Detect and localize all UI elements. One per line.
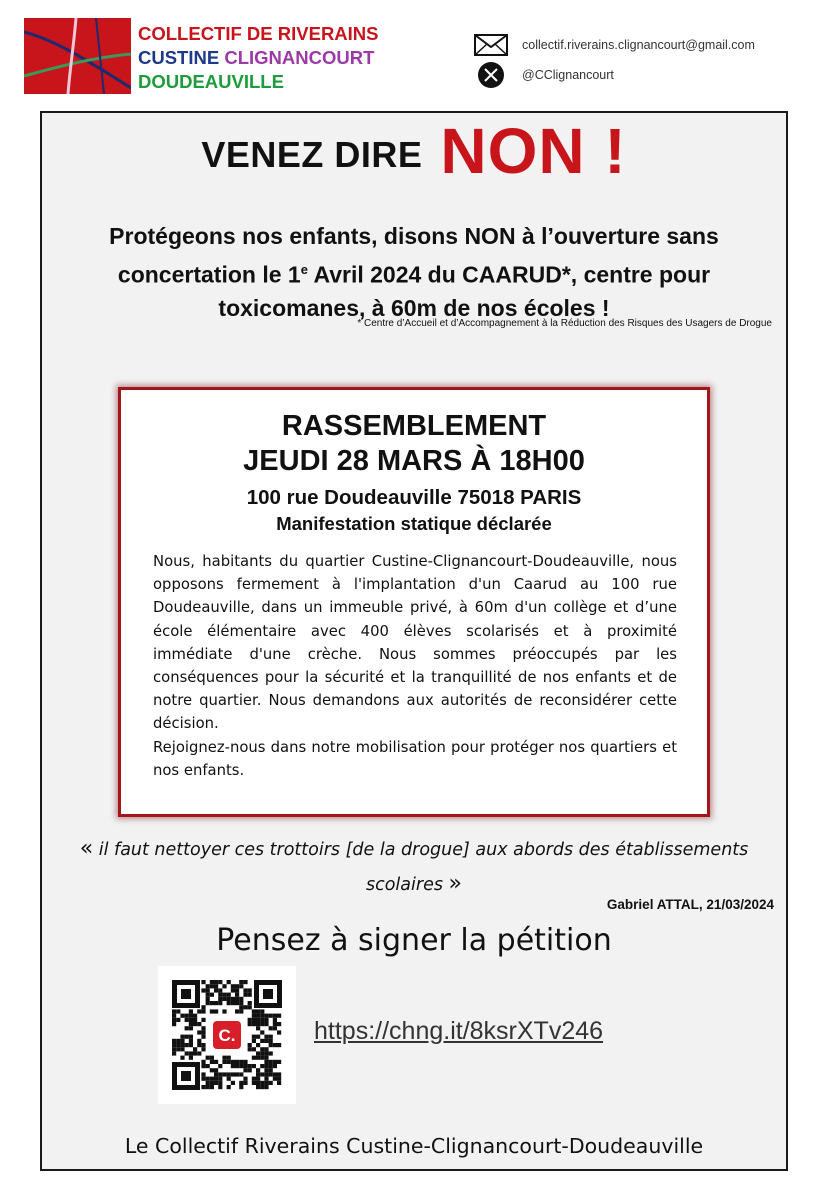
qr-module (218, 1001, 222, 1005)
qr-module (210, 1009, 214, 1013)
qr-module (193, 1018, 197, 1022)
qr-module (264, 1056, 268, 1060)
qr-module (185, 1014, 189, 1018)
qr-module (239, 1081, 243, 1085)
qr-module (277, 1081, 281, 1085)
qr-module (239, 980, 243, 984)
qr-module (176, 1039, 180, 1043)
qr-module (260, 1056, 264, 1060)
qr-module (210, 1060, 214, 1064)
qr-module (214, 1077, 218, 1081)
qr-module (185, 1043, 189, 1047)
qr-module (172, 1022, 176, 1026)
qr-module (222, 997, 226, 1001)
qr-module (197, 1009, 201, 1013)
qr-module (172, 1039, 176, 1043)
qr-module (235, 1064, 239, 1068)
qr-module (243, 1081, 247, 1085)
event-date: JEUDI 28 MARS À 18H00 (243, 445, 585, 477)
qr-module (239, 1072, 243, 1076)
qr-module (180, 1047, 184, 1051)
qr-module (248, 1018, 252, 1022)
quote-close-mark: » (448, 871, 463, 896)
qr-module (248, 1064, 252, 1068)
qr-module (222, 993, 226, 997)
qr-module (273, 1077, 277, 1081)
qr-module (239, 1001, 243, 1005)
qr-module (227, 1060, 231, 1064)
qr-module (193, 1047, 197, 1051)
qr-module (264, 1014, 268, 1018)
qr-module (252, 1018, 256, 1022)
qr-module (206, 1077, 210, 1081)
event-box (118, 387, 710, 817)
qr-module (206, 984, 210, 988)
qr-module (252, 1081, 256, 1085)
qr-module (201, 1072, 205, 1076)
qr-module (201, 1035, 205, 1039)
qr-module (260, 1064, 264, 1068)
petition-qr-code[interactable] (158, 966, 296, 1104)
qr-module (231, 1081, 235, 1085)
qr-module (227, 1072, 231, 1076)
qr-module (201, 1060, 205, 1064)
qr-module (260, 1047, 264, 1051)
qr-module (243, 1060, 247, 1064)
qr-module (252, 1047, 256, 1051)
event-paragraph: Nous, habitants du quartier Custine-Clignancourt-Doudeauville, nous opposons fermement à l'implantation d'un Caarud au 100 rue Doudeauville, dans un immeuble privé, à 60m d'un collège et d’une école élémentaire avec 400 élèves scolarisés et à proximité immédiate d'une crèche. Nous sommes préoccupés par les conséquences pour la sécurité et la tranquillité de nos enfants et de notre quartier. Nous demandons aux autorités de reconsidérer cette décision. (153, 553, 677, 733)
qr-module (218, 1081, 222, 1085)
qr-module (264, 1060, 268, 1064)
qr-module (172, 1014, 176, 1018)
qr-module (189, 1051, 193, 1055)
qr-module (264, 1018, 268, 1022)
collective-logo (24, 18, 131, 94)
contact-info (474, 30, 755, 90)
event-title: RASSEMBLEMENT (281, 410, 547, 442)
qr-module (201, 1009, 205, 1013)
qr-module (269, 1039, 273, 1043)
qr-module (243, 988, 247, 992)
email-row (474, 30, 755, 60)
qr-module (264, 1064, 268, 1068)
qr-module (172, 1051, 176, 1055)
qr-module (227, 997, 231, 1001)
qr-module (264, 1077, 268, 1081)
qr-module (214, 1072, 218, 1076)
qr-module (243, 1064, 247, 1068)
qr-module (218, 993, 222, 997)
qr-module (260, 1018, 264, 1022)
qr-module (222, 1060, 226, 1064)
qr-module (252, 1022, 256, 1026)
qr-module (260, 1072, 264, 1076)
twitter-handle[interactable]: @CClignancourt (522, 68, 614, 82)
qr-module (197, 1051, 201, 1055)
qr-module (269, 1064, 273, 1068)
qr-module (222, 984, 226, 988)
qr-module (260, 1030, 264, 1034)
org-name-line2 (138, 46, 379, 70)
petition-link[interactable]: https://chng.it/8ksrXTv246 (314, 1017, 604, 1045)
qr-module (189, 1056, 193, 1060)
qr-module (231, 984, 235, 988)
qr-module (243, 1005, 247, 1009)
qr-module (206, 1085, 210, 1089)
qr-module (273, 1018, 277, 1022)
qr-module (172, 1043, 176, 1047)
qr-module (248, 1047, 252, 1051)
qr-module (256, 1072, 260, 1076)
qr-module (172, 1009, 176, 1013)
qr-module (197, 1022, 201, 1026)
qr-module (180, 1056, 184, 1060)
qr-module (256, 1014, 260, 1018)
qr-module (185, 1026, 189, 1030)
qr-module (252, 1056, 256, 1060)
qr-module (185, 1035, 189, 1039)
qr-module (243, 993, 247, 997)
qr-module (214, 1001, 218, 1005)
qr-module (197, 1039, 201, 1043)
qr-module (206, 1081, 210, 1085)
qr-module (214, 1081, 218, 1085)
qr-module (256, 1077, 260, 1081)
qr-module (231, 1064, 235, 1068)
qr-module (269, 1014, 273, 1018)
qr-module (239, 984, 243, 988)
qr-module (277, 1077, 281, 1081)
qr-module (206, 993, 210, 997)
qr-module (210, 1056, 214, 1060)
qr-module (248, 988, 252, 992)
qr-module (193, 1051, 197, 1055)
qr-module (185, 1051, 189, 1055)
qr-module (218, 1077, 222, 1081)
qr-module (269, 1051, 273, 1055)
headline (0, 114, 828, 188)
qr-module (277, 1060, 281, 1064)
qr-module (248, 1043, 252, 1047)
qr-module (176, 1009, 180, 1013)
quote-author: Gabriel ATTAL, 21/03/2024 (606, 897, 774, 912)
qr-module (201, 988, 205, 992)
qr-module (201, 1043, 205, 1047)
qr-module (273, 1022, 277, 1026)
qr-module (189, 1026, 193, 1030)
qr-module (189, 1009, 193, 1013)
qr-module (260, 1039, 264, 1043)
qr-module (256, 1051, 260, 1055)
quote-open-mark: « (79, 836, 94, 861)
qr-module (189, 1022, 193, 1026)
lead-line3: toxicomanes, à 60m de nos écoles ! (218, 294, 610, 321)
qr-module (260, 1009, 264, 1013)
qr-module (189, 1035, 193, 1039)
qr-module (260, 1051, 264, 1055)
qr-module (210, 1077, 214, 1081)
qr-module (206, 997, 210, 1001)
qr-module (269, 1035, 273, 1039)
qr-module (269, 1060, 273, 1064)
qr-module (239, 997, 243, 1001)
qr-module (256, 1043, 260, 1047)
qr-module (189, 1014, 193, 1018)
qr-module (260, 1014, 264, 1018)
organization-name (138, 22, 379, 94)
qr-module (218, 1064, 222, 1068)
lead-line2: concertation le 1e Avril 2024 du CAARUD*, centre pour (117, 261, 711, 288)
envelope-icon (474, 32, 510, 58)
qr-module (197, 1030, 201, 1034)
qr-module (269, 1081, 273, 1085)
qr-module (256, 1056, 260, 1060)
lead-statement (60, 220, 768, 325)
qr-module (264, 1085, 268, 1089)
qr-module (180, 1035, 184, 1039)
event-call-to-action: Rejoignez-nous dans notre mobilisation pour protéger nos quartiers et nos enfants. (153, 738, 677, 779)
qr-module (269, 1026, 273, 1030)
qr-module (239, 1005, 243, 1009)
qr-module (231, 997, 235, 1001)
qr-module (243, 980, 247, 984)
qr-module (252, 1014, 256, 1018)
qr-module (277, 1043, 281, 1047)
qr-module (260, 1081, 264, 1085)
qr-module (214, 1009, 218, 1013)
qr-module (252, 1009, 256, 1013)
collective-signature: Le Collectif Riverains Custine-Clignancourt-Doudeauville (124, 1134, 704, 1158)
event-address: 100 rue Doudeauville 75018 PARIS (246, 486, 582, 509)
qr-module (231, 1001, 235, 1005)
qr-module (248, 1005, 252, 1009)
qr-module (260, 1085, 264, 1089)
qr-module (252, 1077, 256, 1081)
qr-module (206, 988, 210, 992)
qr-module (273, 1026, 277, 1030)
qr-module (210, 993, 214, 997)
qr-module (256, 1009, 260, 1013)
qr-module (277, 1030, 281, 1034)
org-name-clignancourt: CLIGNANCOURT (224, 47, 375, 68)
qr-module (214, 1060, 218, 1064)
qr-module (180, 1039, 184, 1043)
qr-module (264, 1022, 268, 1026)
qr-module (256, 1022, 260, 1026)
qr-module (222, 1009, 226, 1013)
qr-module (269, 1043, 273, 1047)
qr-module (235, 1009, 239, 1013)
qr-module (264, 1035, 268, 1039)
org-name-line3: DOUDEAUVILLE (138, 71, 284, 92)
qr-module (277, 1072, 281, 1076)
qr-module (218, 997, 222, 1001)
qr-module (252, 1039, 256, 1043)
qr-module (201, 1077, 205, 1081)
quote (70, 832, 758, 902)
qr-module (264, 1039, 268, 1043)
qr-module (227, 1001, 231, 1005)
qr-module (227, 1056, 231, 1060)
qr-module (189, 1018, 193, 1022)
qr-module (277, 1022, 281, 1026)
qr-module (248, 1001, 252, 1005)
org-name-line1: COLLECTIF DE RIVERAINS (138, 23, 379, 44)
qr-module (214, 988, 218, 992)
qr-module (256, 1018, 260, 1022)
qr-module (269, 1068, 273, 1072)
caarud-footnote: * Centre d’Accueil et d’Accompagnement à la Réduction des Risques des Usagers de Drogue (357, 318, 772, 329)
qr-module (277, 1014, 281, 1018)
headline-emphasis: NON ! (440, 115, 627, 187)
qr-module (256, 1081, 260, 1085)
qr-module (176, 1047, 180, 1051)
qr-module (222, 1056, 226, 1060)
qr-module (201, 1026, 205, 1030)
qr-module (264, 1068, 268, 1072)
qr-module (218, 1072, 222, 1076)
qr-module (252, 1064, 256, 1068)
qr-module (210, 1001, 214, 1005)
qr-module (235, 984, 239, 988)
qr-module (176, 1018, 180, 1022)
qr-module (227, 1085, 231, 1089)
qr-module (269, 1072, 273, 1076)
qr-module (231, 1072, 235, 1076)
qr-module (264, 1072, 268, 1076)
qr-module (176, 1043, 180, 1047)
qr-module (201, 1047, 205, 1051)
qr-module (172, 1047, 176, 1051)
qr-module (172, 1018, 176, 1022)
qr-module (218, 988, 222, 992)
qr-module (264, 1047, 268, 1051)
qr-module (256, 1026, 260, 1030)
qr-module (235, 1001, 239, 1005)
qr-module (273, 1064, 277, 1068)
qr-module (218, 980, 222, 984)
twitter-row (474, 60, 755, 90)
qr-module (252, 1035, 256, 1039)
qr-module (193, 1022, 197, 1026)
petition-title: Pensez à signer la pétition (216, 923, 612, 958)
qr-module (235, 1060, 239, 1064)
qr-badge-text: C. (218, 1026, 236, 1045)
qr-module (227, 1077, 231, 1081)
qr-module (264, 1051, 268, 1055)
qr-module (260, 1022, 264, 1026)
qr-module (256, 1035, 260, 1039)
qr-module (248, 1022, 252, 1026)
org-name-custine: CUSTINE (138, 47, 220, 68)
qr-module (235, 997, 239, 1001)
qr-module (201, 1030, 205, 1034)
qr-module (222, 1072, 226, 1076)
qr-module (239, 1085, 243, 1089)
logo-map-graphic (24, 18, 131, 94)
qr-module (193, 1014, 197, 1018)
qr-module (239, 1009, 243, 1013)
qr-module (189, 1039, 193, 1043)
qr-module (235, 1072, 239, 1076)
qr-module (239, 1064, 243, 1068)
qr-module (214, 980, 218, 984)
qr-module (214, 984, 218, 988)
qr-module (256, 1068, 260, 1072)
lead-line1: Protégeons nos enfants, disons NON à l’ouverture sans (109, 223, 719, 249)
email-address[interactable]: collectif.riverains.clignancourt@gmail.com (522, 38, 755, 52)
qr-module (273, 1043, 277, 1047)
qr-module (201, 1085, 205, 1089)
qr-module (189, 1043, 193, 1047)
qr-module (264, 1081, 268, 1085)
qr-module (180, 1043, 184, 1047)
qr-module (235, 993, 239, 997)
qr-code-graphic (158, 966, 296, 1104)
qr-module (273, 1072, 277, 1076)
qr-module (201, 980, 205, 984)
qr-module (273, 1014, 277, 1018)
qr-module (256, 1085, 260, 1089)
headline-prefix: VENEZ DIRE (201, 134, 423, 175)
qr-module (206, 1001, 210, 1005)
event-type: Manifestation statique déclarée (276, 513, 552, 534)
qr-module (180, 1014, 184, 1018)
qr-module (273, 1060, 277, 1064)
qr-module (201, 1018, 205, 1022)
qr-module (243, 1068, 247, 1072)
qr-module (239, 1060, 243, 1064)
quote-text: il faut nettoyer ces trottoirs [de la drogue] aux abords des établissements scolaires (98, 840, 749, 895)
event-description (153, 550, 677, 782)
qr-module (214, 1068, 218, 1072)
qr-module (218, 1085, 222, 1089)
qr-module (227, 980, 231, 984)
qr-module (243, 1077, 247, 1081)
qr-module (210, 984, 214, 988)
qr-module (227, 993, 231, 997)
qr-module (248, 1068, 252, 1072)
qr-module (206, 1064, 210, 1068)
qr-module (206, 1056, 210, 1060)
qr-module (210, 1081, 214, 1085)
qr-module (231, 988, 235, 992)
qr-module (210, 1068, 214, 1072)
qr-module (235, 988, 239, 992)
qr-module (210, 980, 214, 984)
qr-module (231, 1060, 235, 1064)
qr-module (185, 1018, 189, 1022)
qr-module (201, 1005, 205, 1009)
x-logo-icon (478, 62, 504, 88)
qr-module (248, 993, 252, 997)
qr-module (210, 1085, 214, 1089)
qr-module (201, 1064, 205, 1068)
qr-module (197, 1043, 201, 1047)
